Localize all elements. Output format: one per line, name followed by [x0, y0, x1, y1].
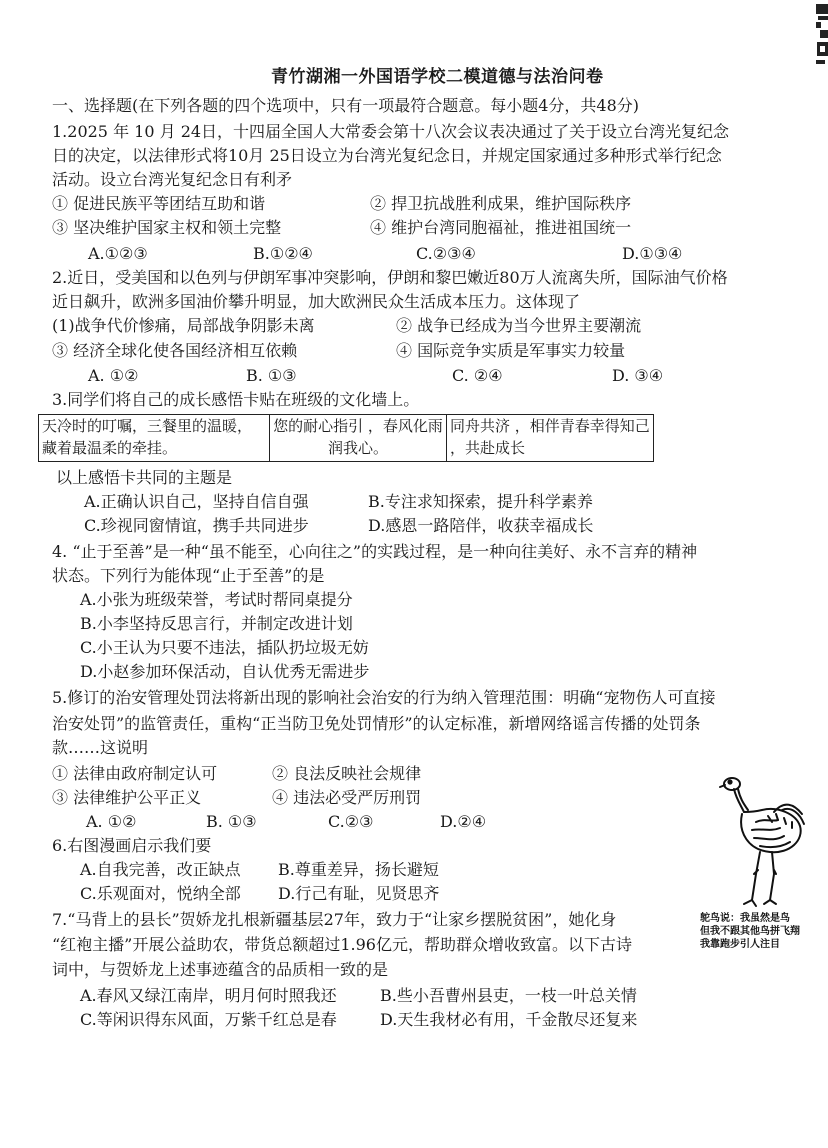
q5-stem-line3: 款……这说明 [52, 738, 149, 757]
q1-stem-line2: 日的决定，以法律形式将10月 25日设立为台湾光复纪念日，并规定国家通过多种形式举行纪念 [52, 146, 722, 165]
q1-stem-line3: 活动。设立台湾光复纪念日有利矛 [52, 170, 293, 189]
q3-option-d: D.感恩一路陪伴，收获幸福成长 [368, 516, 594, 535]
q4-option-d: D.小赵参加环保活动，自认优秀无需进步 [80, 662, 370, 681]
q1-item-2: ② 捍卫抗战胜利成果，维护国际秩序 [370, 194, 632, 213]
q4-option-a: A.小张为班级荣誉，考试时帮同桌提分 [80, 590, 353, 609]
q3-question: 以上感悟卡共同的主题是 [56, 468, 233, 487]
q4-option-b: B.小李坚持反思言行，并制定改进计划 [80, 614, 353, 633]
q3-option-a: A.正确认识自己，坚持自信自强 [84, 492, 309, 511]
q2-item-4: ④ 国际竞争实质是军事实力较量 [396, 341, 626, 360]
q5-stem-line2: 治安处罚”的监管责任，重构“正当防卫免处罚情形”的认定标准，新增网络谣言传播的处罚条 [52, 714, 701, 733]
q3-option-c: C.珍视同窗情谊，携手共同进步 [84, 516, 309, 535]
q5-option-a: A. ①② [86, 812, 137, 831]
q1-item-1: ① 促进民族平等团结互助和谐 [52, 194, 266, 213]
q1-stem-line1: 1.2025 年 10 月 24日，十四届全国人大常委会第十八次会议表决通过了关于设立台湾光复纪念 [52, 122, 730, 141]
ostrich-caption-line2: 但我不跟其他鸟拼飞翔 [700, 926, 800, 937]
q7-stem-line3: 词中，与贺娇龙上述事迹蕴含的品质相一致的是 [52, 960, 389, 979]
q3-card-3: 同舟共济 ，相伴青春幸得知己 ，共赴成长 [447, 415, 654, 462]
section-header: 一、选择题(在下列各题的四个选项中，只有一项最符合题意。每小题4分，共48分) [52, 96, 640, 115]
q4-stem-line1: 4. “止于至善”是一种“虽不能至，心向往之”的实践过程，是一种向往美好、永不言弃的精神 [52, 542, 698, 561]
q3-stem: 3.同学们将自己的成长感悟卡贴在班级的文化墙上。 [52, 390, 420, 409]
q5-item-1: ① 法律由政府制定认可 [52, 764, 218, 783]
q4-option-c: C.小王认为只要不违法，插队扔垃圾无妨 [80, 638, 369, 657]
q6-option-d: D.行己有耻，见贤思齐 [278, 884, 440, 903]
q2-option-b: B. ①③ [246, 366, 297, 385]
qr-code-fragment [814, 0, 828, 70]
q7-option-c: C.等闲识得东风面，万紫千红总是春 [80, 1010, 337, 1029]
q1-option-c: C.②③④ [416, 244, 476, 263]
paper-title: 青竹湖湘一外国语学校二模道德与法治问卷 [271, 67, 604, 87]
q7-option-a: A.春风又绿江南岸，明月何时照我还 [80, 986, 337, 1005]
q5-item-4: ④ 违法必受严厉刑罚 [272, 788, 422, 807]
q2-option-d: D. ③④ [612, 366, 664, 385]
q5-stem-line1: 5.修订的治安管理处罚法将新出现的影响社会治安的行为纳入管理范围：明确“宠物伤人可直接 [52, 688, 716, 707]
q7-option-b: B.些小吾曹州县吏，一枝一叶总关情 [380, 986, 637, 1005]
q2-stem-line2: 近日飙升，欧洲多国油价攀升明显，加大欧洲民众生活成本压力。这体现了 [52, 292, 581, 311]
q5-option-c: C.②③ [328, 812, 374, 831]
q5-option-d: D.②④ [440, 812, 487, 831]
q5-option-b: B. ①③ [206, 812, 257, 831]
q3-option-b: B.专注求知探索，提升科学素养 [368, 492, 593, 511]
q2-item-3: ③ 经济全球化使各国经济相互依赖 [52, 341, 298, 360]
q7-option-d: D.天生我材必有用，千金散尽还复来 [380, 1010, 638, 1029]
q1-item-4: ④ 维护台湾同胞福祉，推进祖国统一 [370, 218, 632, 237]
q2-stem-line1: 2.近日，受美国和以色列与伊朗军事冲突影响，伊朗和黎巴嫩近80万人流离失所，国际油气价格 [52, 268, 728, 287]
q3-card-1: 天冷时的叮嘱，三餐里的温暖，藏着最温柔的牵挂。 [39, 415, 270, 462]
q2-item-2: ② 战争已经成为当今世界主要潮流 [396, 316, 642, 335]
q7-stem-line2: “红袍主播”开展公益助农，带货总额超过1.96亿元，帮助群众增收致富。以下古诗 [52, 935, 632, 954]
ostrich-cartoon [712, 770, 812, 910]
q1-option-d: D.①③④ [622, 244, 683, 263]
q6-option-a: A.自我完善，改正缺点 [80, 860, 241, 879]
q2-item-1: (1)战争代价惨痛，局部战争阴影未离 [52, 316, 315, 335]
ostrich-caption-line3: 我靠跑步引人注目 [700, 939, 780, 950]
q1-option-b: B.①②④ [253, 244, 313, 263]
q1-option-a: A.①②③ [88, 244, 148, 263]
q6-option-c: C.乐观面对，悦纳全部 [80, 884, 241, 903]
q2-option-a: A. ①② [88, 366, 139, 385]
q7-stem-line1: 7.“马背上的县长”贺娇龙扎根新疆基层27年，致力于“让家乡摆脱贫困”，她化身 [52, 910, 617, 929]
q6-option-b: B.尊重差异，扬长避短 [278, 860, 439, 879]
ostrich-caption-line1: 鸵鸟说：我虽然是鸟 [700, 913, 790, 924]
q1-item-3: ③ 坚决维护国家主权和领土完整 [52, 218, 282, 237]
q4-stem-line2: 状态。下列行为能体现“止于至善”的是 [52, 566, 325, 585]
q3-cards-table [38, 414, 654, 462]
q2-option-c: C. ②④ [452, 366, 503, 385]
q6-stem: 6.右图漫画启示我们要 [52, 836, 212, 855]
q5-item-3: ③ 法律维护公平正义 [52, 788, 202, 807]
q5-item-2: ② 良法反映社会规律 [272, 764, 422, 783]
ostrich-caption [700, 912, 828, 951]
q3-card-2: 您的耐心指引 ，春风化雨润我心。 [270, 415, 447, 462]
